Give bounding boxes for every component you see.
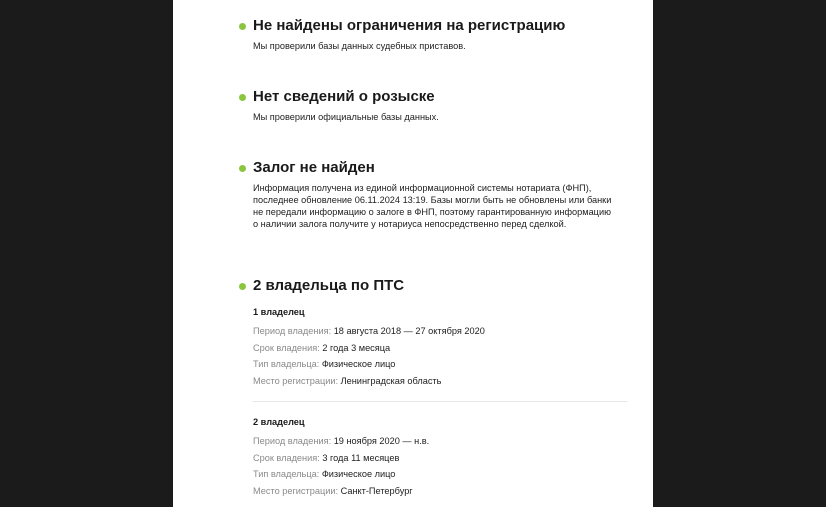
field-label: Место регистрации: [253, 486, 339, 496]
owner-type [253, 359, 395, 369]
field-label: Срок владения: [253, 343, 320, 353]
field-value: 3 года 11 месяцев [322, 453, 400, 463]
owner-type [253, 469, 395, 479]
field-value: 2 года 3 месяца [322, 343, 391, 353]
owner-label: 2 владелец [253, 417, 305, 427]
field-label: Тип владельца: [253, 359, 320, 369]
status-dot-icon [239, 23, 246, 30]
owner-place [253, 486, 413, 496]
owner-term [253, 343, 390, 353]
field-label: Срок владения: [253, 453, 320, 463]
field-value: 18 августа 2018 — 27 октября 2020 [333, 326, 485, 336]
status-dot-icon [239, 283, 246, 290]
field-label: Период владения: [253, 436, 332, 446]
check-description: Мы проверили базы данных судебных приставов. [253, 41, 466, 51]
field-label: Место регистрации: [253, 376, 339, 386]
field-value: 19 ноября 2020 — н.в. [333, 436, 430, 446]
report-panel [173, 0, 653, 507]
owner-place [253, 376, 441, 386]
status-dot-icon [239, 165, 246, 172]
check-description: Мы проверили официальные базы данных. [253, 112, 439, 122]
owner-label: 1 владелец [253, 307, 305, 317]
field-label: Тип владельца: [253, 469, 320, 479]
check-description: Информация получена из единой информационной системы нотариата (ФНП), последнее обновление 06.11.2024 13:19. Базы могли быть не обновлены или банки не передали информацию о залоге в ФНП, поэтому гарантированную информацию о наличии залога получите у нотариуса непосредственно перед сделкой. [253, 183, 612, 229]
owner-period [253, 436, 429, 446]
check-title: Залог не найден [253, 159, 375, 176]
check-title: Нет сведений о розыске [253, 88, 435, 105]
owner-divider [253, 401, 627, 402]
field-value: Санкт-Петербург [340, 486, 413, 496]
owner-term [253, 453, 399, 463]
field-value: Физическое лицо [321, 359, 396, 369]
field-label: Период владения: [253, 326, 332, 336]
owners-title: 2 владельца по ПТС [253, 277, 405, 294]
check-title: Не найдены ограничения на регистрацию [253, 17, 566, 34]
owner-period [253, 326, 485, 336]
field-value: Ленинградская область [340, 376, 442, 386]
status-dot-icon [239, 94, 246, 101]
field-value: Физическое лицо [321, 469, 396, 479]
